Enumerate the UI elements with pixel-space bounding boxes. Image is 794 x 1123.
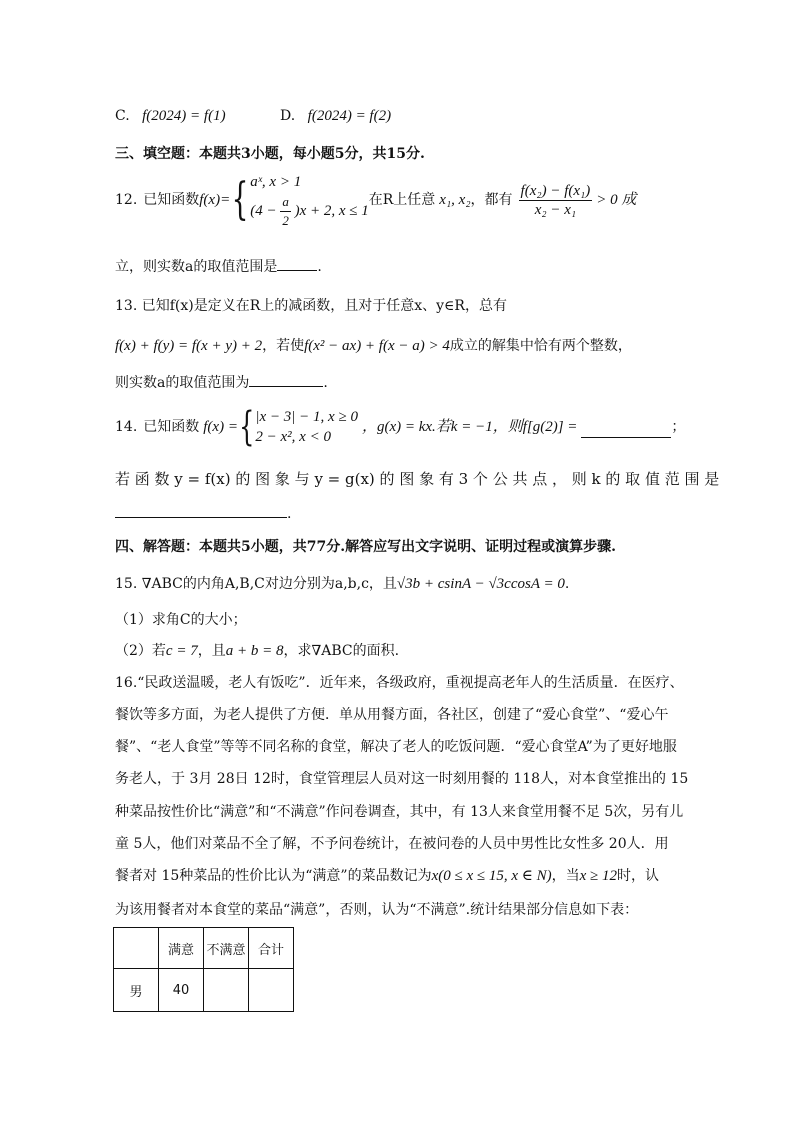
q12-frac — [519, 182, 593, 219]
q15-part-1: （1）求角C的大小； — [115, 612, 247, 628]
q16-line-7-end: 时，认 — [617, 868, 660, 884]
section-3-header: 三、填空题：本题共3小题，每小题5分，共15分. — [115, 146, 425, 162]
q13-inequality: f(x² − ax) + f(x − a) > 4 — [304, 338, 450, 354]
option-d-expr: f(2024) = f(2) — [307, 108, 392, 124]
q16-line-7-text: 餐者对 15种菜品的性价比认为“满意”的菜品数记为 — [115, 868, 432, 884]
q13-line-1: 13. 已知f(x)是定义在R上的减函数，且对于任意x、y∈R，总有 — [115, 298, 507, 314]
q15-p2-c: c = 7 — [165, 643, 198, 659]
q14-answer-blank-1[interactable] — [581, 437, 671, 438]
section-4-header: 四、解答题：本题共5小题，共77分.解答应写出文字说明、证明过程或演算步骤. — [115, 539, 616, 555]
q12-vars: x₁, x₂ — [439, 192, 471, 208]
q14-lead: 已知函数 — [143, 419, 200, 435]
q14-end-2: . — [287, 506, 292, 522]
q14-g: ，g(x) = kx. — [361, 419, 436, 435]
table-cell-satisfied: 40 — [159, 969, 204, 1012]
q15-text: 15. ∇ABC的内角A,B,C对边分别为a,b,c，且 — [115, 576, 397, 592]
q16-line-6: 童 5人，他们对菜品不全了解，不予问卷统计，在被问卷的人员中男性比女性多 20人．用 — [115, 836, 669, 852]
q12-end: . — [317, 259, 322, 275]
table-header-satisfied: 满意 — [159, 928, 204, 969]
q13-end: . — [323, 375, 328, 391]
q12-answer-blank[interactable] — [277, 270, 317, 271]
q15-part-2 — [115, 641, 399, 661]
q13-answer-blank[interactable] — [249, 386, 323, 387]
q14-number: 14. — [115, 419, 138, 435]
q12-case-2-post: )x + 2, x ≤ 1 — [294, 202, 369, 219]
q12-brace: { — [231, 174, 249, 225]
q13-text: ，若使 — [262, 338, 305, 354]
q12-cases — [250, 171, 369, 230]
q12-lead: 已知函数 — [143, 192, 200, 208]
table-header-unsatisfied: 不满意 — [204, 928, 249, 969]
q14-end: ； — [671, 419, 686, 435]
option-d-label: D. — [280, 108, 296, 124]
q12-frac-den: x₂ − x₁ — [534, 201, 577, 218]
q14-cases — [255, 407, 358, 447]
q14-answer-blank-2[interactable] — [115, 517, 287, 518]
q12-line-2 — [115, 257, 322, 277]
q16-line-4: 务老人，于 3月 28日 12时，食堂管理层人员对这一时刻用餐的 118人，对本食堂推出的 15 — [115, 771, 689, 787]
q12-fx: f(x)= — [199, 192, 231, 208]
table-cell-unsatisfied — [204, 969, 249, 1012]
q16-threshold: x ≥ 12 — [579, 868, 618, 884]
q15-p2-sum: a + b = 8 — [225, 643, 284, 659]
q13-line-2 — [115, 336, 632, 356]
q12-case-2 — [250, 193, 369, 230]
q12-case-2-pre: (4 − — [250, 202, 277, 219]
q14-line-3 — [115, 504, 291, 524]
table-header-corner — [114, 928, 159, 969]
table-header-row — [114, 928, 294, 969]
q13-tail: 成立的解集中恰有两个整数， — [449, 338, 632, 354]
q14-cond: 若k = −1，则f[g(2)] = — [435, 419, 578, 435]
q12-line-2-text: 立，则实数a的取值范围是 — [115, 259, 278, 275]
q12-case-2-num: a — [280, 193, 291, 212]
q15-equation: √3b + csinA − √3ccosA = 0 — [396, 576, 565, 592]
q12-case-2-frac — [280, 193, 291, 230]
q13-identity: f(x) + f(y) = f(x + y) + 2 — [115, 338, 263, 354]
table-row-label: 男 — [114, 969, 159, 1012]
q12-case-1: aˣ, x > 1 — [250, 173, 302, 190]
q14-case-1: |x − 3| − 1, x ≥ 0 — [255, 409, 358, 425]
option-c-label: C. — [115, 108, 130, 124]
q15-p2-end: ，求∇ABC的面积. — [283, 643, 400, 659]
q15-p2-mid: ，且 — [197, 643, 226, 659]
option-c-expr: f(2024) = f(1) — [142, 108, 226, 124]
q16-line-7 — [115, 866, 659, 886]
q15-line-1 — [115, 574, 569, 594]
q15-end: . — [564, 576, 570, 592]
table-cell-total — [249, 969, 294, 1012]
q13-line-3-text: 则实数a的取值范围为 — [115, 375, 250, 391]
q16-line-2: 餐饮等多方面，为老人提供了方便．单从用餐方面，各社区，创建了“爱心食堂”、“爱心午 — [115, 707, 669, 723]
q16-line-7-mid: ，当 — [551, 868, 580, 884]
q14-line-2: 若 函 数 y = f(x) 的 图 象 与 y = g(x) 的 图 象 有 3 个 公 共 点 ， 则 k 的 取 值 范 围 是 — [115, 470, 720, 488]
q16-line-5: 种菜品按性价比“满意”和“不满意”作问卷调查，其中，有 13人来食堂用餐不足 5次，另有儿 — [115, 804, 684, 820]
q12-tail: > 0 成 — [596, 192, 637, 208]
q16-line-3: 餐”、“老人食堂”等等不同名称的食堂，解决了老人的吃饭问题．“爱心食堂A”为了更好地服 — [115, 739, 677, 755]
q16-line-8: 为该用餐者对本食堂的菜品“满意”，否则，认为“不满意”.统计结果部分信息如下表： — [115, 902, 639, 918]
table-row — [114, 969, 294, 1012]
question-12 — [115, 172, 636, 228]
options-row — [115, 106, 391, 126]
q12-case-2-den: 2 — [282, 212, 289, 228]
q16-x-definition: x(0 ≤ x ≤ 15, x ∈ N) — [431, 868, 552, 884]
q14-fx: f(x) = — [203, 419, 238, 435]
q13-line-3 — [115, 373, 328, 393]
table-header-total: 合计 — [249, 928, 294, 969]
q15-p2-pre: （2）若 — [115, 643, 166, 659]
q12-mid2: ，都有 — [470, 192, 513, 208]
q14-brace: { — [239, 404, 255, 450]
q12-mid: 在R上任意 — [368, 192, 436, 208]
q12-frac-num: f(x₂) − f(x₁) — [520, 182, 591, 199]
q16-line-1: 16.“民政送温暖，老人有饭吃”．近年来，各级政府，重视提高老年人的生活质量．在医疗、 — [115, 675, 684, 691]
survey-table — [113, 927, 294, 1012]
q12-number: 12. — [115, 192, 138, 208]
q14-case-2: 2 − x², x < 0 — [255, 429, 331, 445]
question-14 — [115, 402, 685, 452]
